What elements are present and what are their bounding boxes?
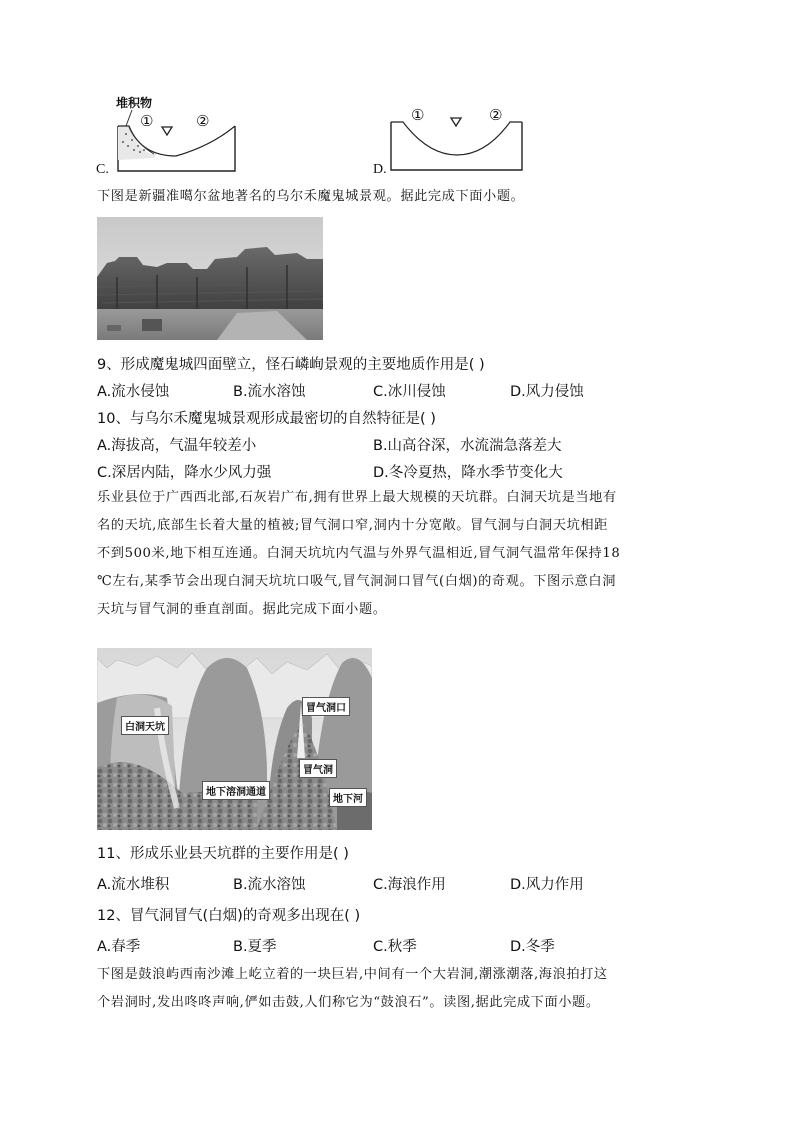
mark-2: ②	[489, 106, 503, 124]
mark-1: ①	[411, 106, 425, 124]
question-12-option-d[interactable]: D.冬季	[510, 939, 555, 955]
question-11-option-b[interactable]: B.流水溶蚀	[233, 877, 306, 893]
question-9-option-c[interactable]: C.冰川侵蚀	[373, 384, 446, 400]
question-9-option-a[interactable]: A.流水侵蚀	[97, 384, 170, 400]
intro-paragraph-1: 下图是新疆准噶尔盆地著名的乌尔禾魔鬼城景观。据此完成下面小题。	[97, 189, 525, 204]
question-10-option-d[interactable]: D.冬冷夏热，降水季节变化大	[373, 465, 563, 481]
intro-2-line-2: 名的天坑,底部生长着大量的植被;冒气洞口窄,洞内十分宽敞。冒气洞与白洞天坑相距	[97, 518, 608, 533]
question-12-option-b[interactable]: B.夏季	[233, 939, 277, 955]
cave-cross-section	[97, 648, 372, 830]
question-10-option-c[interactable]: C.深居内陆，降水少风力强	[97, 465, 272, 481]
diagram-d	[373, 100, 528, 180]
river-cross-section-d	[373, 100, 528, 180]
ghost-city-landscape	[97, 217, 323, 340]
question-10-stem: 10、与乌尔禾魔鬼城景观形成最密切的自然特征是( )	[97, 411, 436, 427]
question-11-option-a[interactable]: A.流水堆积	[97, 877, 170, 893]
mark-2: ②	[196, 112, 210, 130]
intro-3-line-1: 下图是鼓浪屿西南沙滩上屹立着的一块巨岩,中间有一个大岩洞,潮涨潮落,海浪拍打这	[97, 967, 608, 982]
intro-paragraph-2	[97, 484, 620, 624]
intro-2-line-3: 不到500米,地下相互连通。白洞天坑坑内气温与外界气温相近,冒气洞气温常年保持18	[97, 546, 621, 561]
ghost-city-photo	[97, 217, 323, 340]
vent-mouth-label: 冒气洞口	[302, 697, 350, 716]
question-11-option-c[interactable]: C.海浪作用	[373, 877, 446, 893]
mark-1: ①	[140, 112, 154, 130]
question-10-option-b[interactable]: B.山高谷深，水流湍急落差大	[373, 438, 562, 454]
question-12-option-c[interactable]: C.秋季	[373, 939, 417, 955]
question-9-option-b[interactable]: B.流水溶蚀	[233, 384, 306, 400]
vent-cave-label: 冒气洞	[299, 759, 337, 778]
intro-2-line-1: 乐业县位于广西西北部,石灰岩广布,拥有世界上最大规模的天坑群。白洞天坑是当地有	[97, 490, 617, 505]
option-d-letter: D.	[373, 162, 387, 177]
diagram-c	[96, 94, 246, 180]
question-12-stem: 12、冒气洞冒气(白烟)的奇观多出现在( )	[97, 908, 361, 924]
intro-2-line-5: 天坑与冒气洞的垂直剖面。据此完成下面小题。	[97, 602, 387, 617]
question-11-option-d[interactable]: D.风力作用	[510, 877, 584, 893]
intro-2-line-4: ℃左右,某季节会出现白洞天坑坑口吸气,冒气洞洞口冒气(白烟)的奇观。下图示意白洞	[97, 574, 616, 589]
baidong-tiankeng-label: 白洞天坑	[121, 716, 169, 735]
deposit-label: 堆积物	[116, 96, 153, 110]
underground-channel-label: 地下溶洞通道	[202, 781, 270, 800]
option-c-letter: C.	[96, 162, 109, 177]
intro-paragraph-3	[97, 961, 608, 1017]
question-11-stem: 11、形成乐业县天坑群的主要作用是( )	[97, 846, 349, 862]
question-9-option-d[interactable]: D.风力侵蚀	[510, 384, 584, 400]
intro-3-line-2: 个岩洞时,发出咚咚声响,俨如击鼓,人们称它为“鼓浪石”。读图,据此完成下面小题。	[97, 995, 600, 1010]
underground-river-label: 地下河	[329, 788, 367, 807]
question-9-stem: 9、形成魔鬼城四面壁立，怪石嶙峋景观的主要地质作用是( )	[97, 357, 485, 373]
question-10-option-a[interactable]: A.海拔高，气温年较差小	[97, 438, 257, 454]
question-12-option-a[interactable]: A.春季	[97, 939, 141, 955]
